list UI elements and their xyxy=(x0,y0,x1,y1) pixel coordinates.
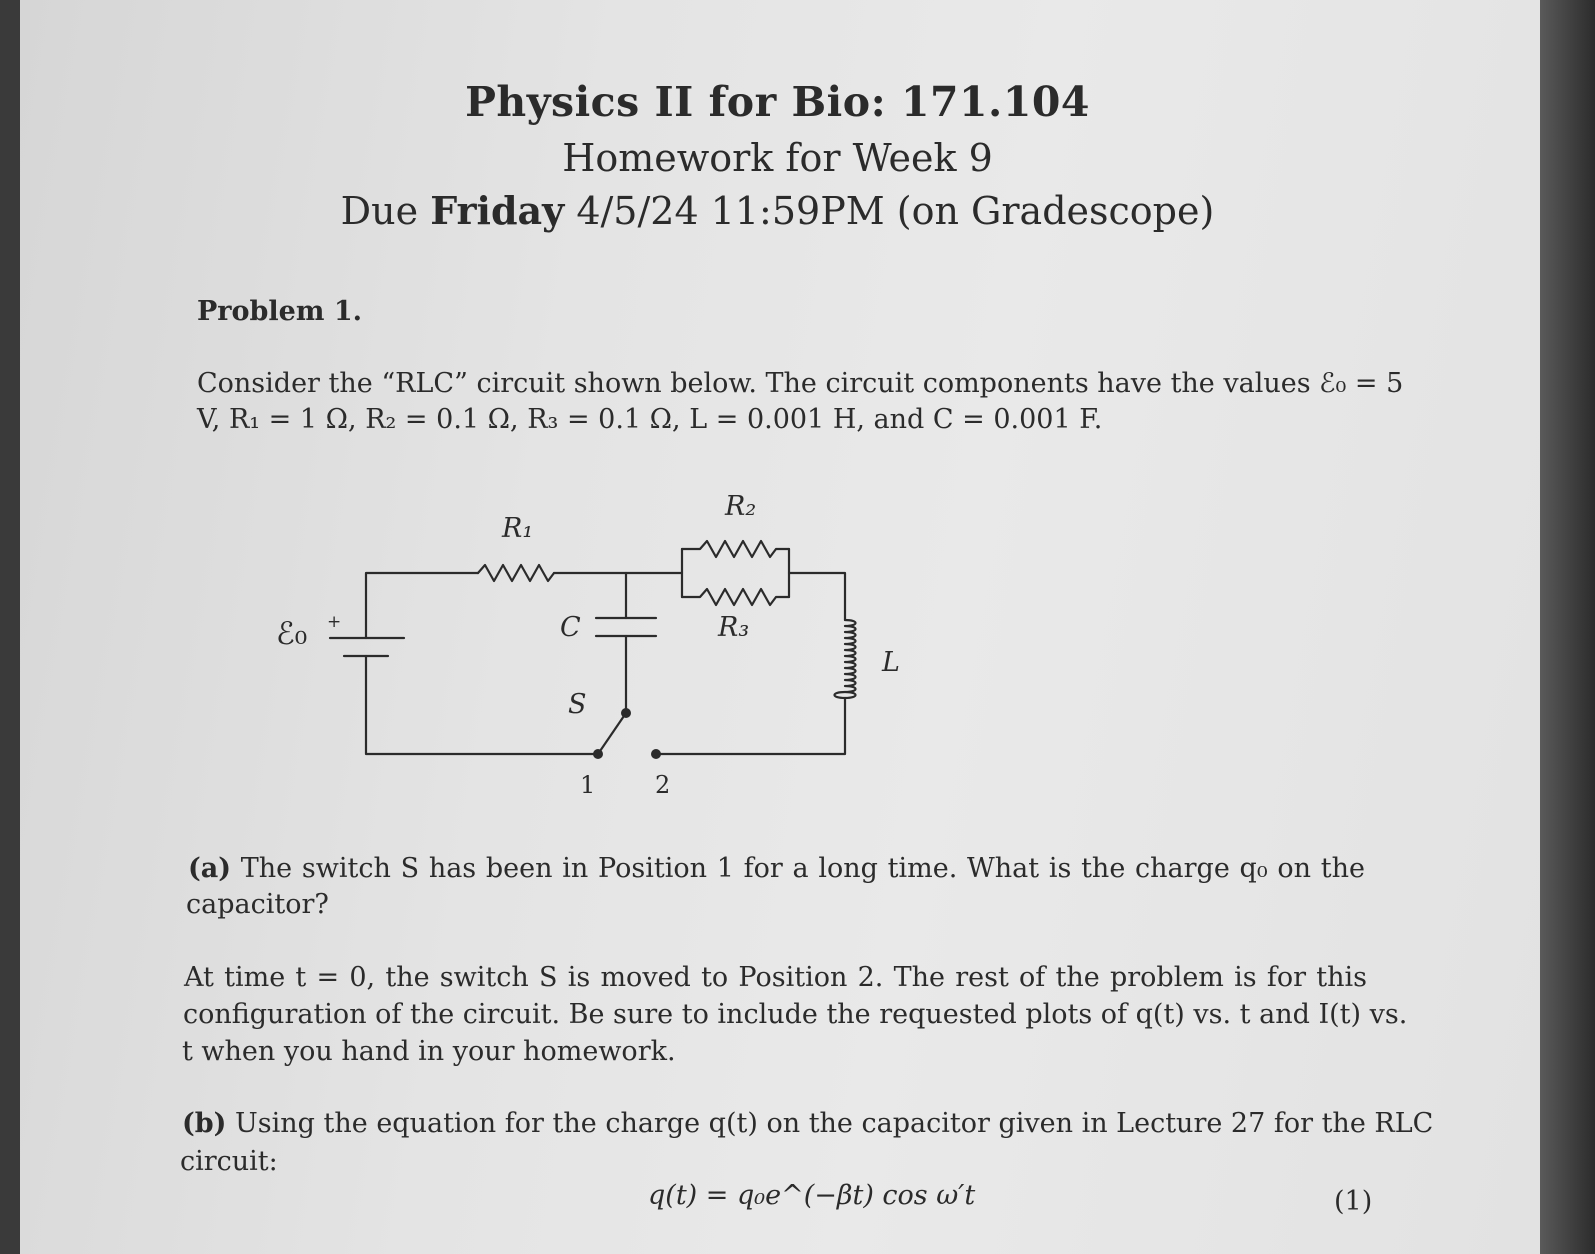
equation: q(t) = q₀e^(−βt) cos ω′t xyxy=(648,1180,976,1211)
r2-resistor xyxy=(682,541,789,557)
inductor-coil xyxy=(656,620,856,754)
battery-top-wire xyxy=(366,573,478,638)
part-b-text: Using the equation for the charge q(t) on the capacitor given in Lecture 27 for the RLC xyxy=(226,1108,1434,1139)
part-b-line-1 xyxy=(182,1108,1434,1139)
battery-bottom-wire xyxy=(366,656,598,754)
part-b-line-2: circuit: xyxy=(180,1146,278,1177)
position-2-label: 2 xyxy=(655,771,671,799)
plus-sign: + xyxy=(327,612,342,632)
homework-subtitle: Homework for Week 9 xyxy=(562,136,993,180)
equation-number: (1) xyxy=(1334,1186,1373,1217)
paragraph-line-3: t when you hand in your homework. xyxy=(182,1036,676,1067)
part-a-text: The switch S has been in Position 1 for a long time. What is the charge q₀ on the xyxy=(231,853,1365,884)
part-b-label: (b) xyxy=(182,1108,227,1139)
paragraph-line-2: configuration of the circuit. Be sure to include the requested plots of q(t) vs. t and I(t) vs. xyxy=(183,999,1408,1030)
part-a-line-2: capacitor? xyxy=(186,889,329,920)
course-title: Physics II for Bio: 171.104 xyxy=(465,78,1090,126)
r1-resistor xyxy=(478,565,554,581)
r3-resistor xyxy=(682,589,789,605)
problem-heading: Problem 1. xyxy=(197,296,363,327)
due-rest: 4/5/24 11:59PM (on Gradescope) xyxy=(564,189,1215,233)
due-prefix: Due xyxy=(340,189,431,233)
r2-label: R₂ xyxy=(725,491,757,522)
switch-arm xyxy=(598,713,626,754)
part-a-label: (a) xyxy=(188,853,232,884)
position-1-label: 1 xyxy=(580,771,596,799)
switch-contact-1 xyxy=(593,749,603,759)
switch-pivot xyxy=(621,708,631,718)
problem-intro-line-2: V, R₁ = 1 Ω, R₂ = 0.1 Ω, R₃ = 0.1 Ω, L = 0.001 H, and C = 0.001 F. xyxy=(197,404,1103,435)
switch-contact-2 xyxy=(651,749,661,759)
paragraph-line-1: At time t = 0, the switch S is moved to Position 2. The rest of the problem is for this xyxy=(184,962,1367,993)
c-label: C xyxy=(560,612,581,643)
problem-intro-line-1: Consider the “RLC” circuit shown below. The circuit components have the values ℰ₀ = 5 xyxy=(197,368,1404,399)
l-label: L xyxy=(882,647,900,678)
part-a-line-1 xyxy=(188,853,1365,884)
inductor-top-wire xyxy=(789,573,845,620)
emf-label: ℰ₀ xyxy=(276,616,308,652)
r1-label: R₁ xyxy=(502,513,534,544)
r3-label: R₃ xyxy=(718,612,750,643)
due-day: Friday xyxy=(430,188,565,233)
s-label: S xyxy=(568,689,587,720)
